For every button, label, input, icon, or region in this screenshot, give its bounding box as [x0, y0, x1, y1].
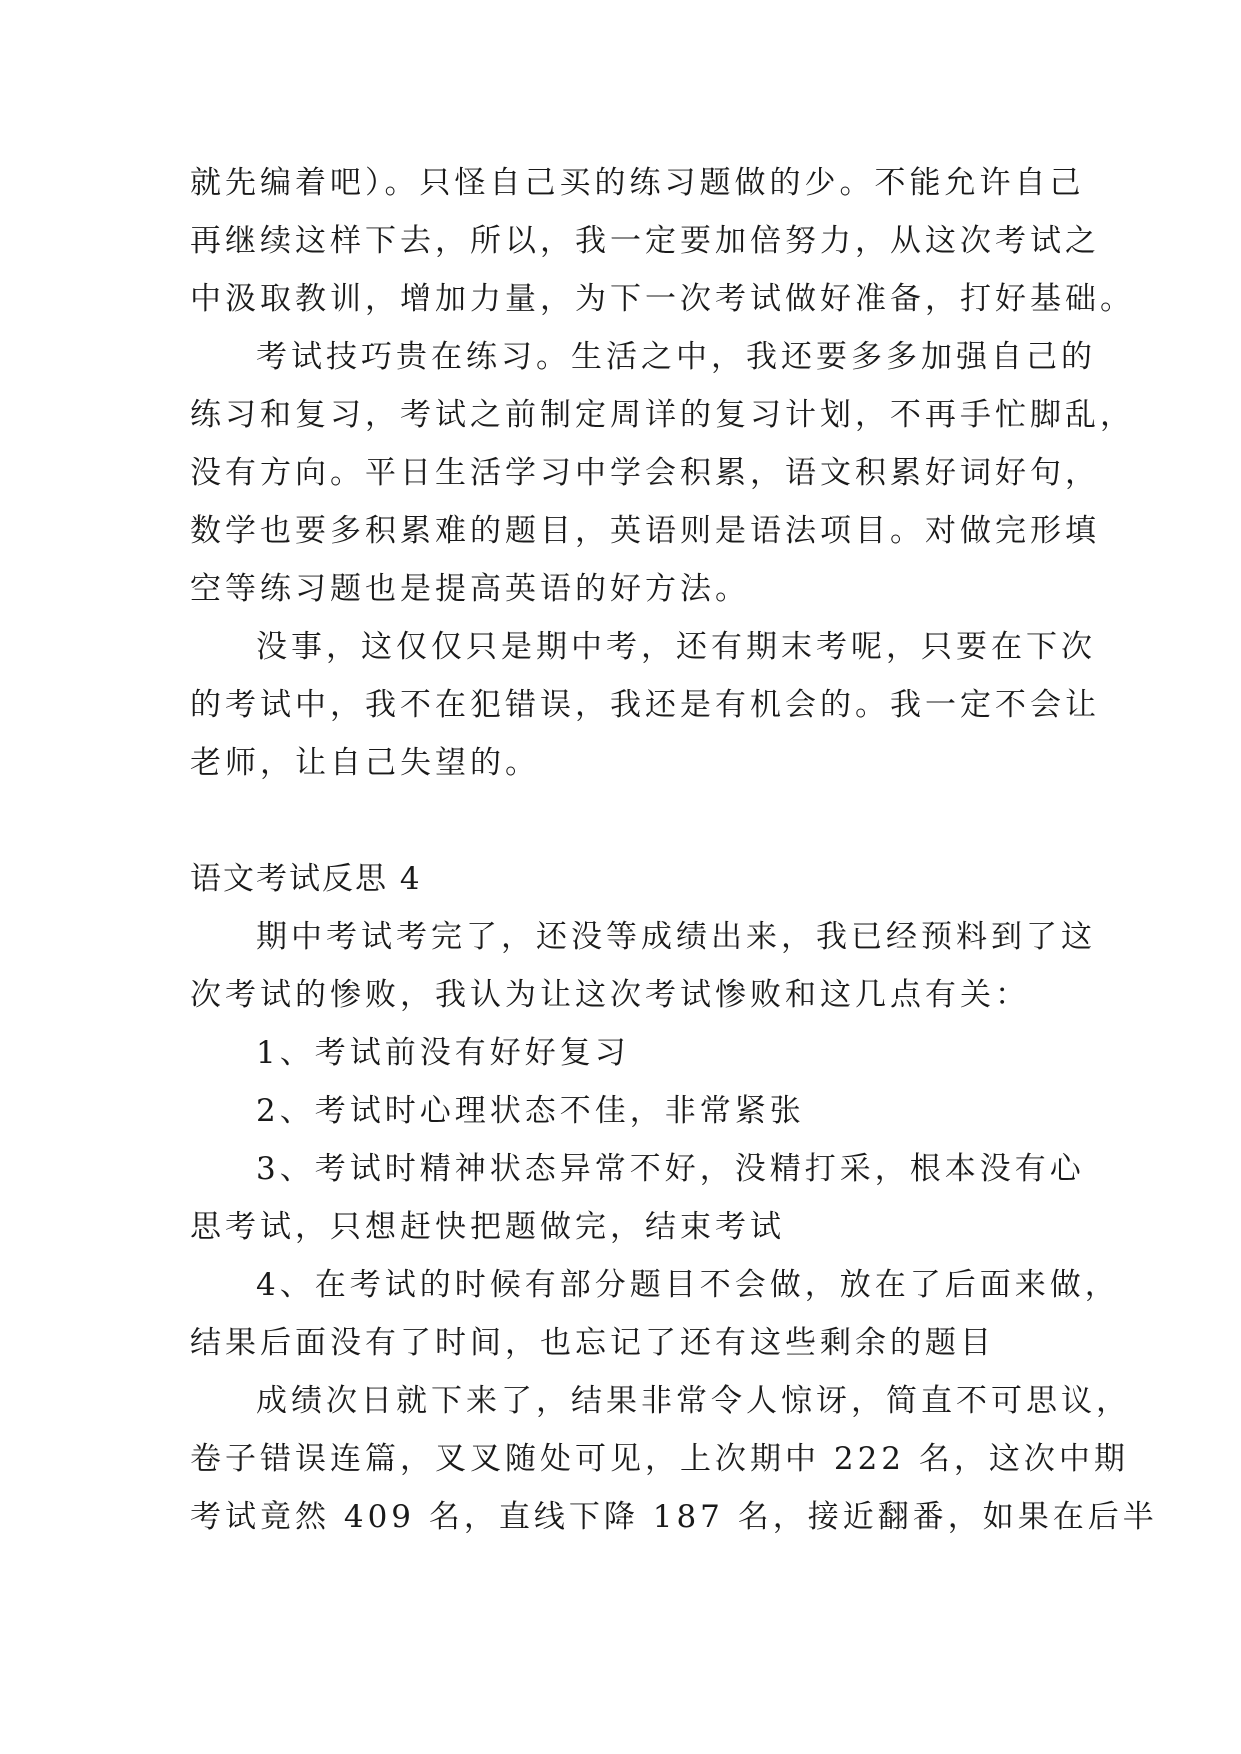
text-line: 考试竟然 409 名，直线下降 187 名，接近翻番，如果在后半 [190, 1499, 1158, 1535]
text-line: 考试技巧贵在练习。生活之中，我还要多多加强自己的 [256, 339, 1096, 375]
text-line: 练习和复习，考试之前制定周详的复习计划，不再手忙脚乱， [190, 397, 1135, 433]
text-line: 没事，这仅仅只是期中考，还有期末考呢，只要在下次 [256, 629, 1096, 665]
section-spacer [190, 792, 1055, 850]
text-line: 空等练习题也是提高英语的好方法。 [190, 571, 750, 607]
section-heading: 语文考试反思 4 [190, 861, 422, 897]
text-line: 就先编着吧）。只怪自己买的练习题做的少。不能允许自己 [190, 165, 1085, 201]
carryover-paragraph [190, 154, 1135, 328]
reasons-list [190, 1024, 1120, 1372]
document-body [190, 154, 1158, 1546]
text-line: 中汲取教训，增加力量，为下一次考试做好准备，打好基础。 [190, 281, 1135, 317]
paragraph-chance [190, 618, 1100, 792]
text-line: 卷子错误连篇，叉叉随处可见，上次期中 222 名，这次中期 [190, 1441, 1129, 1477]
list-item: 1、考试前没有好好复习 [256, 1035, 630, 1071]
list-item: 3、考试时精神状态异常不好，没精打采，根本没有心 [256, 1151, 1085, 1187]
paragraph-intro [190, 908, 1096, 1024]
list-item: 4、在考试的时候有部分题目不会做，放在了后面来做， [256, 1267, 1120, 1303]
text-line: 成绩次日就下来了，结果非常令人惊讶，简直不可思议， [256, 1383, 1131, 1419]
list-item: 2、考试时心理状态不佳，非常紧张 [256, 1093, 805, 1129]
paragraph-practice [190, 328, 1135, 618]
text-line: 数学也要多积累难的题目，英语则是语法项目。对做完形填 [190, 513, 1100, 549]
text-line: 次考试的惨败，我认为让这次考试惨败和这几点有关： [190, 977, 1030, 1013]
paragraph-results [190, 1372, 1158, 1546]
list-item-continuation: 结果后面没有了时间，也忘记了还有这些剩余的题目 [190, 1325, 995, 1361]
text-line: 再继续这样下去，所以，我一定要加倍努力，从这次考试之 [190, 223, 1100, 259]
text-line: 没有方向。平日生活学习中学会积累，语文积累好词好句， [190, 455, 1100, 491]
list-item-continuation: 思考试，只想赶快把题做完，结束考试 [190, 1209, 785, 1245]
text-line: 期中考试考完了，还没等成绩出来，我已经预料到了这 [256, 919, 1096, 955]
text-line: 老师，让自己失望的。 [190, 745, 540, 781]
text-line: 的考试中，我不在犯错误，我还是有机会的。我一定不会让 [190, 687, 1100, 723]
